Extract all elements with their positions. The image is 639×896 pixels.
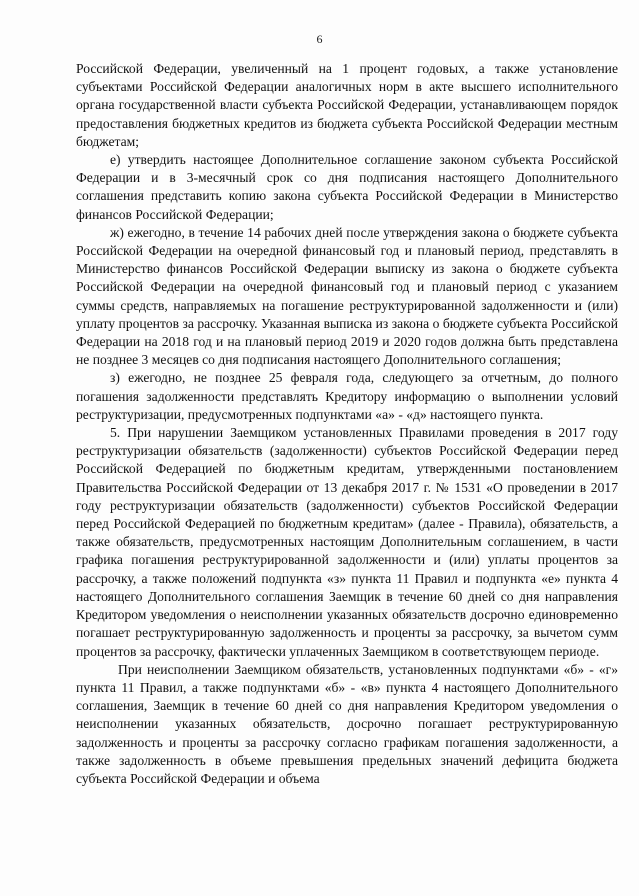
paragraph-non-fulfillment: При неисполнении Заемщиком обязательств, установленных подпунктами «б» - «г» пункта 11 Правил, а также подпунктами «б» - «в» пункта 4 настоящего Дополнительного соглашения, Заемщик в течение 60 дней со дня направления Кредитором уведомления о неисполнении указанных обязательств, досрочно погашает реструктурированную задолженность и проценты за рассрочку согласно графикам погашения задолженности, а также задолженность в объеме превышения предельных значений дефицита бюджета субъекта Российской Федерации и объема [76,661,618,786]
paragraph-continuation: Российской Федерации, увеличенный на 1 процент годовых, а также установление субъектами Российской Федерации аналогичных норм в акте высшего исполнительного органа государственной власти субъекта Российской Федерации, устанавливающем порядок предоставления бюджетных кредитов из бюджета субъекта Российской Федерации местным бюджетам; [76,61,618,149]
document-body [76,60,618,788]
paragraph-subpoint-z: з) ежегодно, не позднее 25 февраля года, следующего за отчетным, до полного погашения задолженности представлять Кредитору информацию о выполнении условий реструктуризации, предусмотренных подпунктами «а» - «д» настоящего пункта. [76,370,618,422]
paragraph-subpoint-e: е) утвердить настоящее Дополнительное соглашение законом субъекта Российской Федерации и в 3-месячный срок со дня подписания настоящего Дополнительного соглашения представить копию закона субъекта Российской Федерации в Министерство финансов Российской Федерации; [76,152,618,222]
paragraph-point-5: 5. При нарушении Заемщиком установленных Правилами проведения в 2017 году реструктуризации обязательств (задолженности) субъектов Российской Федерации перед Российской Федерацией по бюджетным кредитам, утвержденными постановлением Правительства Российской Федерации от 13 декабря 2017 г. № 1531 «О проведении в 2017 году реструктуризации обязательств (задолженности) субъектов Российской Федерации перед Российской Федерацией по бюджетным кредитам» (далее - Правила), обязательств, а также обязательств, предусмотренных настоящим Дополнительным соглашением, в части графика погашения реструктурированной задолженности и (или) уплаты процентов за рассрочку, а также положений подпункта «з» пункта 11 Правил и подпункта «е» пункта 4 настоящего Дополнительного соглашения Заемщик в течение 60 дней со дня направления Кредитором уведомления о неисполнении указанных обязательств досрочно единовременно погашает реструктурированную задолженность и проценты за рассрочку, за вычетом сумм процентов за рассрочку, фактически уплаченных Заемщиком в соответствующем периоде. [76,425,618,659]
paragraph-subpoint-zh: ж) ежегодно, в течение 14 рабочих дней после утверждения закона о бюджете субъекта Российской Федерации на очередной финансовый год и плановый период, представлять в Министерство финансов Российской Федерации выписку из закона о бюджете субъекта Российской Федерации на очередной финансовый год и плановый период с указанием суммы средств, направляемых на погашение реструктурированной задолженности и (или) уплату процентов за рассрочку. Указанная выписка из закона о бюджете субъекта Российской Федерации на 2018 год и на плановый период 2019 и 2020 годов должна быть представлена не позднее 3 месяцев со дня подписания настоящего Дополнительного соглашения; [76,224,618,368]
page-number: 6 [316,32,323,46]
